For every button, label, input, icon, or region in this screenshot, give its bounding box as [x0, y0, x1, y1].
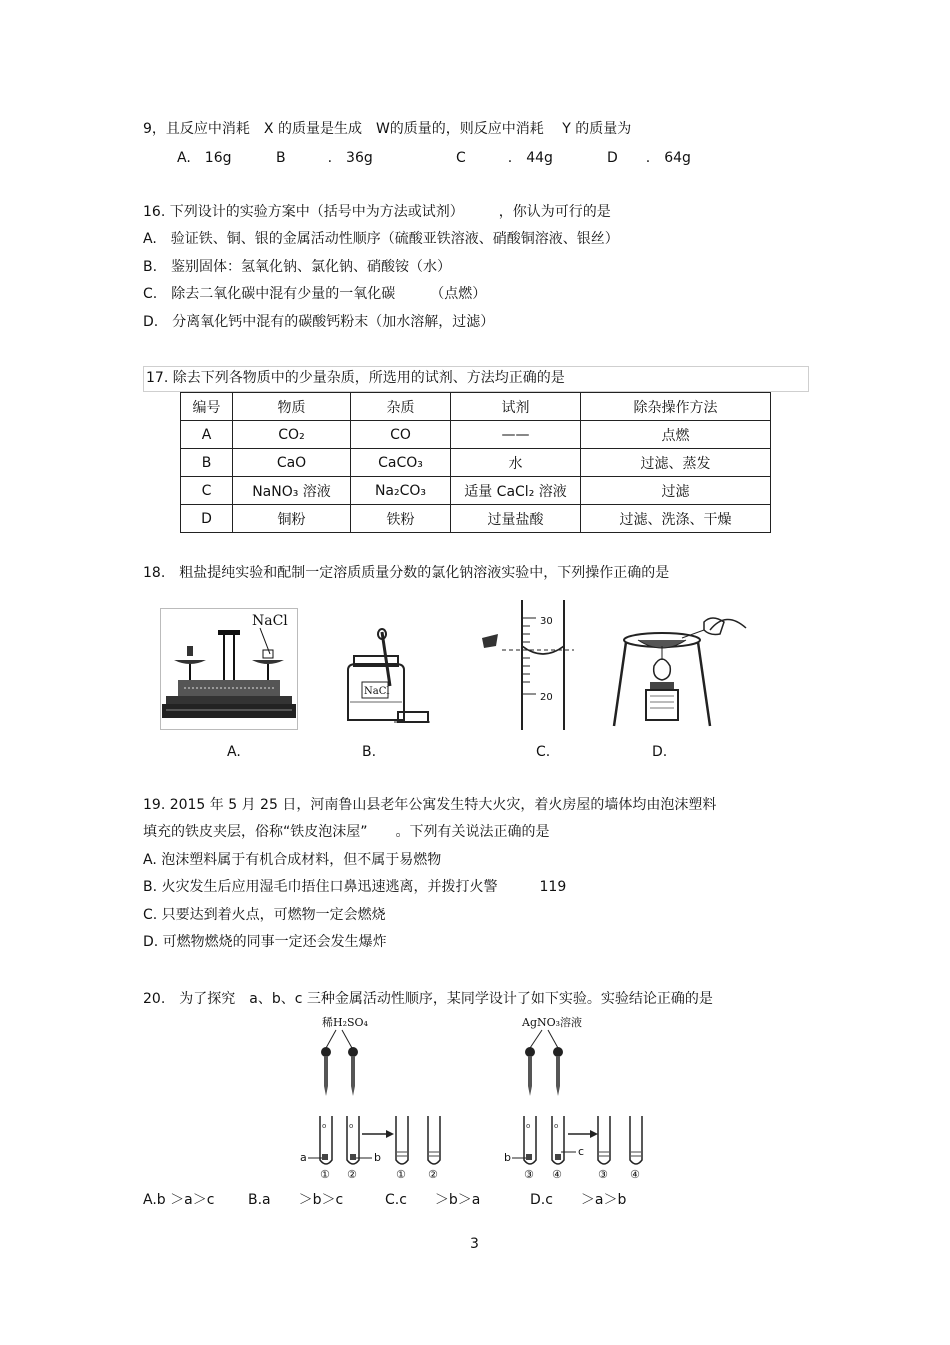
table-row: [181, 449, 771, 477]
svg-text:o: o: [526, 1122, 531, 1130]
q16-option-a: A. 验证铁、铜、银的金属活动性顺序（硫酸亚铁溶液、硝酸铜溶液、银丝）: [143, 231, 619, 247]
q19-line-2: 填充的铁皮夹层，俗称“铁皮泡沫屋” 。下列有关说法正确的是: [143, 824, 550, 840]
q20-stem: 20. 为了探究 a、b、c 三种金属活动性顺序，某同学设计了如下实验。实验结论正确的是: [143, 991, 713, 1007]
metal-b-label: b: [374, 1151, 381, 1164]
table-cell: C: [181, 477, 233, 505]
tube-label: ③: [598, 1168, 608, 1181]
balance-nacl-label: NaCl: [252, 613, 288, 629]
tube-label: ④: [630, 1168, 640, 1181]
tube-label: ③: [524, 1168, 534, 1181]
jar-nacl-label: NaCl: [364, 686, 390, 697]
q20-option-b: B.a ＞b＞c: [248, 1192, 344, 1208]
metal-b-label: b: [504, 1151, 511, 1164]
table-row: [181, 477, 771, 505]
table-cell: B: [181, 449, 233, 477]
q20-option-c: C.c ＞b＞a: [385, 1192, 481, 1208]
q19-line-1: 19. 2015 年 5 月 25 日，河南鲁山县老年公寓发生特大火灾，着火房屋的墙体均由泡沫塑料: [143, 797, 717, 813]
q20-option-d: D.c ＞a＞b: [530, 1192, 627, 1208]
acid-experiment-figure: [296, 1012, 456, 1184]
table-header-cell: 杂质: [351, 393, 451, 421]
tube-label: ①: [320, 1168, 330, 1181]
q19-option-d: D. 可燃物燃烧的同事一定还会发生爆炸: [143, 934, 387, 950]
table-cell: D: [181, 505, 233, 533]
q16-option-b: B. 鉴别固体：氢氧化钠、氯化钠、硝酸铵（水）: [143, 259, 452, 275]
table-cell: Na₂CO₃: [351, 477, 451, 505]
metal-a-label: a: [300, 1151, 307, 1164]
svg-text:o: o: [554, 1122, 559, 1130]
q18-caption-b: B.: [362, 744, 377, 760]
q19-option-a: A. 泡沫塑料属于有机合成材料，但不属于易燃物: [143, 852, 442, 868]
q9-stem: 9，且反应中消耗 X 的质量是生成 W的质量的，则反应中消耗 Y 的质量为: [143, 121, 632, 137]
q19-option-b: B. 火灾发生后应用湿毛巾捂住口鼻迅速逃离，并拨打火警 119: [143, 879, 567, 895]
table-header-cell: 编号: [181, 393, 233, 421]
silver-nitrate-experiment-figure: [500, 1012, 660, 1184]
table-cell: 铜粉: [233, 505, 351, 533]
q16-stem: 16. 下列设计的实验方案中（括号中为方法或试剂） ，你认为可行的是: [143, 204, 611, 220]
table-cell: CO: [351, 421, 451, 449]
table-header-cell: 除杂操作方法: [581, 393, 771, 421]
q19-option-c: C. 只要达到着火点，可燃物一定会燃烧: [143, 907, 386, 923]
q20-option-a: A.b ＞a＞c: [143, 1192, 215, 1208]
metal-c-label: c: [578, 1145, 585, 1158]
q18-stem: 18. 粗盐提纯实验和配制一定溶质质量分数的氯化钠溶液实验中，下列操作正确的是: [143, 565, 670, 581]
q18-caption-d: D.: [652, 744, 668, 760]
q18-caption-a: A.: [227, 744, 241, 760]
q9-option-d: D . 64g: [607, 150, 691, 166]
table-cell: NaNO₃ 溶液: [233, 477, 351, 505]
table-row: [181, 421, 771, 449]
table-cell: CaCO₃: [351, 449, 451, 477]
table-cell: CaO: [233, 449, 351, 477]
q9-option-b: B . 36g: [276, 150, 373, 166]
table-cell: CO₂: [233, 421, 351, 449]
svg-text:o: o: [322, 1122, 327, 1130]
tube-label: ②: [347, 1168, 357, 1181]
table-cell: 适量 CaCl₂ 溶液: [451, 477, 581, 505]
table-cell: 过量盐酸: [451, 505, 581, 533]
cylinder-mark-30: 30: [540, 616, 553, 627]
table-row: [181, 505, 771, 533]
table-header-cell: 物质: [233, 393, 351, 421]
evaporation-figure: [612, 600, 752, 732]
table-header-cell: 试剂: [451, 393, 581, 421]
q9-option-c: C . 44g: [456, 150, 553, 166]
tube-label: ①: [396, 1168, 406, 1181]
cylinder-mark-20: 20: [540, 692, 553, 703]
table-cell: 过滤: [581, 477, 771, 505]
jar-figure: [340, 628, 432, 728]
table-cell: 点燃: [581, 421, 771, 449]
table-cell: ——: [451, 421, 581, 449]
table-cell: 过滤、洗涤、干燥: [581, 505, 771, 533]
cylinder-figure: [476, 596, 576, 732]
acid-reagent-label: 稀H₂SO₄: [322, 1016, 368, 1029]
q9-option-a: A. 16g: [177, 150, 232, 166]
table-cell: A: [181, 421, 233, 449]
page-number: 3: [470, 1236, 479, 1252]
table-cell: 水: [451, 449, 581, 477]
balance-figure: [160, 608, 298, 730]
q17-table: [180, 392, 771, 533]
q16-option-c: C. 除去二氧化碳中混有少量的一氧化碳 （点燃）: [143, 286, 487, 302]
tube-label: ②: [428, 1168, 438, 1181]
tube-label: ④: [552, 1168, 562, 1181]
svg-text:o: o: [349, 1122, 354, 1130]
q18-caption-c: C.: [536, 744, 551, 760]
table-cell: 过滤、蒸发: [581, 449, 771, 477]
table-header-row: [181, 393, 771, 421]
q16-option-d: D. 分离氧化钙中混有的碳酸钙粉末（加水溶解，过滤）: [143, 314, 495, 330]
silver-nitrate-reagent-label: AgNO₃溶液: [522, 1016, 583, 1029]
table-cell: 铁粉: [351, 505, 451, 533]
q17-stem: 17. 除去下列各物质中的少量杂质，所选用的试剂、方法均正确的是: [146, 370, 565, 386]
